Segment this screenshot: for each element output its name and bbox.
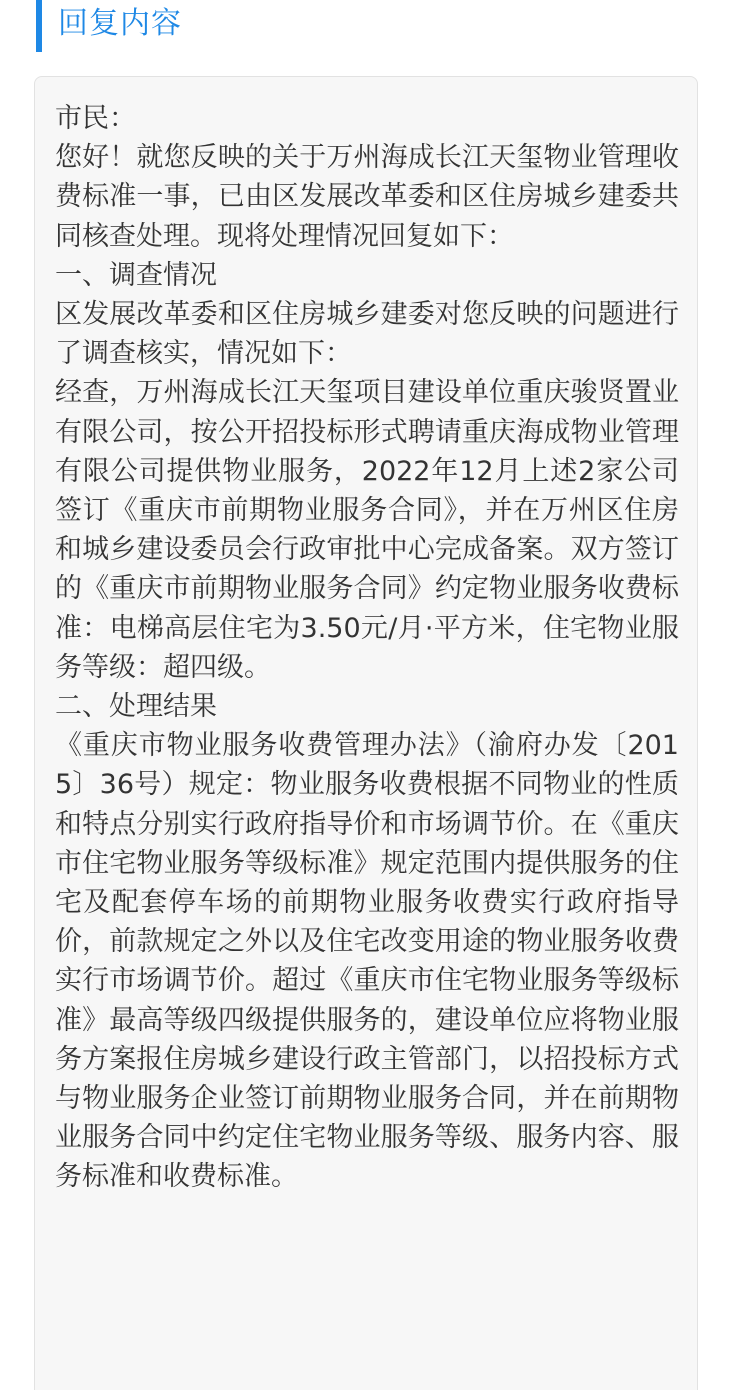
heading-investigation: 一、调查情况 [55, 259, 217, 291]
heading-result: 二、处理结果 [55, 691, 217, 723]
reply-content-box [34, 76, 698, 1390]
accent-bar [36, 0, 42, 52]
salutation: 市民： [55, 103, 136, 134]
greeting-paragraph: 您好！就您反映的关于万州海成长江天玺物业管理收费标准一事，已由区发展改革委和区住房城乡建委共同核查处理。现将处理情况回复如下： [55, 142, 679, 252]
investigation-intro: 区发展改革委和区住房城乡建委对您反映的问题进行了调查核实，情况如下： [55, 299, 679, 370]
section-title: 回复内容 [58, 6, 182, 41]
investigation-findings: 经查，万州海成长江天玺项目建设单位重庆骏贤置业有限公司，按公开招投标形式聘请重庆海成物业管理有限公司提供物业服务，2022年12月上述2家公司签订《重庆市前期物业服务合同》，并在万州区住房和城乡建设委员会行政审批中心完成备案。双方签订的《重庆市前期物业服务合同》约定物业服务收费标准：电梯高层住宅为3.50元/月·平方米，住宅物业服务等级：超四级。 [55, 377, 679, 683]
result-paragraph: 《重庆市物业服务收费管理办法》（渝府办发〔2015〕36号）规定：物业服务收费根据不同物业的性质和特点分别实行政府指导价和市场调节价。在《重庆市住宅物业服务等级标准》规定范围内提供服务的住宅及配套停车场的前期物业服务收费实行政府指导价，前款规定之外以及住宅改变用途的物业服务收费实行市场调节价。超过《重庆市住宅物业服务等级标准》最高等级四级提供服务的，建设单位应将物业服务方案报住房城乡建设行政主管部门，以招投标方式与物业服务企业签订前期物业服务合同，并在前期物业服务合同中约定住宅物业服务等级、服务内容、服务标准和收费标准。 [55, 730, 679, 1193]
